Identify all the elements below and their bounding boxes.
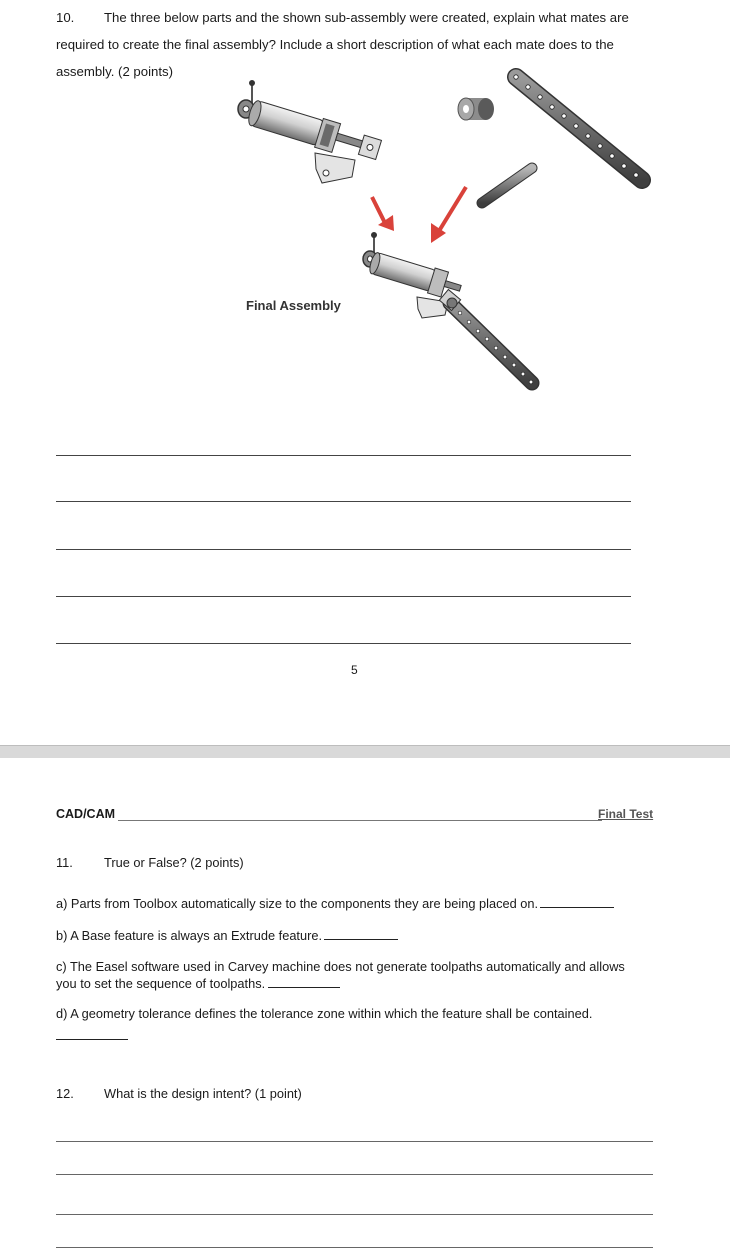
answer-blank-a[interactable] [540, 895, 614, 908]
answer-line[interactable] [56, 549, 631, 550]
answer-line[interactable] [56, 1214, 653, 1215]
statement-a-text: a) Parts from Toolbox automatically size to the components they are being placed on. [56, 896, 539, 911]
answer-line[interactable] [56, 1247, 653, 1248]
header-rule [118, 820, 602, 821]
answer-line[interactable] [56, 596, 631, 597]
page-number: 5 [351, 663, 358, 677]
question-11-title: True or False? (2 points) [104, 855, 244, 870]
statement-d [56, 1006, 592, 1021]
bushing-part [458, 98, 494, 120]
question-12-heading [56, 1086, 302, 1101]
page-separator [0, 745, 730, 759]
pin-part [482, 168, 532, 203]
answer-line[interactable] [56, 643, 631, 644]
answer-blank-b[interactable] [324, 927, 398, 940]
question-10-line-1 [56, 4, 666, 31]
answer-line[interactable] [56, 501, 631, 502]
final-assembly [363, 232, 533, 384]
question-10-line-2: required to create the final assembly? Include a short description of what each mate does to the [56, 37, 614, 52]
figure-caption: Final Assembly [246, 298, 341, 313]
answer-line[interactable] [56, 1174, 653, 1175]
cad-assembly-figure [220, 65, 660, 405]
header-course: CAD/CAM [56, 807, 116, 821]
statement-a [56, 895, 614, 911]
statement-c [56, 958, 625, 992]
statement-b [56, 927, 398, 943]
arrow-icon [372, 197, 394, 231]
header-test-title: Final Test [598, 807, 654, 821]
question-11-number: 11. [56, 855, 73, 870]
question-10-number: 10. [56, 10, 75, 25]
statement-d-text: d) A geometry tolerance defines the tolerance zone within which the feature shall be contained. [56, 1006, 593, 1021]
question-10-line-3: assembly. (2 points) [56, 64, 174, 79]
question-10-text-1: The three below parts and the shown sub-assembly were created, explain what mates are [104, 10, 629, 25]
question-12-number: 12. [56, 1086, 74, 1101]
page-2 [0, 758, 730, 1253]
statement-b-text: b) A Base feature is always an Extrude feature. [56, 928, 323, 943]
answer-line[interactable] [56, 1141, 653, 1142]
statement-c-text-1: c) The Easel software used in Carvey machine does not generate toolpaths automatically and allows [56, 959, 625, 974]
cylinder-subassembly [238, 80, 383, 183]
question-11-heading [56, 855, 244, 870]
arrow-icon [431, 187, 466, 243]
statement-c-text-2: you to set the sequence of toolpaths. [56, 976, 266, 991]
question-12-title: What is the design intent? (1 point) [104, 1086, 302, 1101]
answer-blank-c[interactable] [268, 975, 340, 988]
answer-blank-d[interactable] [56, 1039, 128, 1040]
answer-line[interactable] [56, 455, 631, 456]
